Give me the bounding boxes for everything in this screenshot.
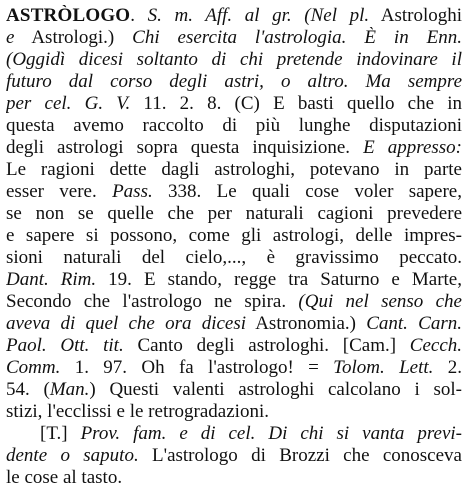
text-segment: ) Questi valenti astrologhi calcolano i sol- xyxy=(89,379,462,400)
italic-text: Comm. xyxy=(6,357,61,378)
entry-line xyxy=(6,467,462,489)
text-segment: sioni naturali del cielo,..., è gravissimo peccato. xyxy=(6,247,462,268)
entry-line xyxy=(6,335,462,357)
text-segment: le cose al tasto. xyxy=(6,467,123,488)
entry-line xyxy=(6,159,462,181)
text-segment: degli astrologi sopra questa inquisizione. xyxy=(6,137,364,158)
italic-text: Cant. Carn. xyxy=(366,313,462,334)
entry-line xyxy=(6,203,462,225)
entry-line xyxy=(6,225,462,247)
text-segment: 19. E stando, regge tra Saturno e Marte, xyxy=(96,269,462,290)
italic-text: per cel. G. V. xyxy=(6,93,131,114)
italic-text: (Qui nel senso che xyxy=(298,291,462,312)
italic-text: S. m. Aff. al gr. (Nel pl. xyxy=(147,5,370,26)
italic-text: aveva di quel che ora dicesi xyxy=(6,313,247,334)
text-segment: 54. ( xyxy=(6,379,50,400)
text-segment: se non se quelle che per naturali cagioni prevedere xyxy=(6,203,462,224)
entry-line xyxy=(6,137,462,159)
entry-line xyxy=(6,379,462,401)
text-segment: esser vere. xyxy=(6,181,113,202)
text-segment: Canto degli astrologhi. [Cam.] xyxy=(123,335,410,356)
italic-text: e xyxy=(6,27,15,48)
entry-line xyxy=(6,423,462,445)
text-segment: Astrologi.) xyxy=(14,27,133,48)
text-segment: questa avemo raccolto di più lunghe disputazioni xyxy=(6,115,462,136)
entry-line xyxy=(6,445,462,467)
text-segment: [T.] xyxy=(40,423,81,444)
entry-line xyxy=(6,71,462,93)
text-segment: . xyxy=(130,5,148,26)
italic-text: futuro dal corso degli astri, o altro. Ma sempre xyxy=(6,71,462,92)
italic-text: Man. xyxy=(49,379,90,400)
entry-line xyxy=(6,313,462,335)
italic-text: Pass. xyxy=(112,181,153,202)
entry-line xyxy=(6,115,462,137)
italic-text: Dant. Rim. xyxy=(6,269,97,290)
entry-line xyxy=(6,291,462,313)
entry-line xyxy=(6,27,462,49)
italic-text: E appresso: xyxy=(363,137,462,158)
headword: ASTRÒLOGO xyxy=(6,5,131,26)
entry-line xyxy=(6,401,462,423)
text-segment: stizi, l'ecclissi e le retrogradazioni. xyxy=(6,401,269,422)
entry-line xyxy=(6,93,462,115)
entry-line xyxy=(6,357,462,379)
text-segment: e sapere si possono, come gli astrologi, delle impres- xyxy=(6,225,462,246)
entry-line xyxy=(6,5,462,27)
text-segment: Le ragioni dette dagli astrologhi, potevano in parte xyxy=(6,159,462,180)
italic-text: Tolom. Lett. xyxy=(333,357,434,378)
text-segment: L'astrologo di Brozzi che conosceva xyxy=(138,445,462,466)
italic-text: (Oggidì dicesi soltanto di chi pretende indovinare il xyxy=(6,49,462,70)
italic-text: Chi esercita l'astrologia. È in Enn. xyxy=(132,27,462,48)
entry-line xyxy=(6,269,462,291)
italic-text: Paol. Ott. tit. xyxy=(6,335,124,356)
text-segment: Astronomia.) xyxy=(246,313,367,334)
text-segment: 2. xyxy=(433,357,462,378)
italic-text: Cecch. xyxy=(409,335,462,356)
italic-text: dente o saputo. xyxy=(6,445,139,466)
entry-body xyxy=(6,5,462,489)
text-segment: 1. 97. Oh fa l'astrologo! = xyxy=(60,357,334,378)
entry-line xyxy=(6,181,462,203)
text-segment: Secondo che l'astrologo ne spira. xyxy=(6,291,299,312)
entry-line xyxy=(6,49,462,71)
text-segment: Astrologhi xyxy=(369,5,462,26)
text-segment: 338. Le quali cose voler sapere, xyxy=(152,181,462,202)
entry-line xyxy=(6,247,462,269)
text-segment: 11. 2. 8. (C) E basti quello che in xyxy=(130,93,462,114)
italic-text: Prov. fam. e di cel. Di chi si vanta previ- xyxy=(80,423,462,444)
